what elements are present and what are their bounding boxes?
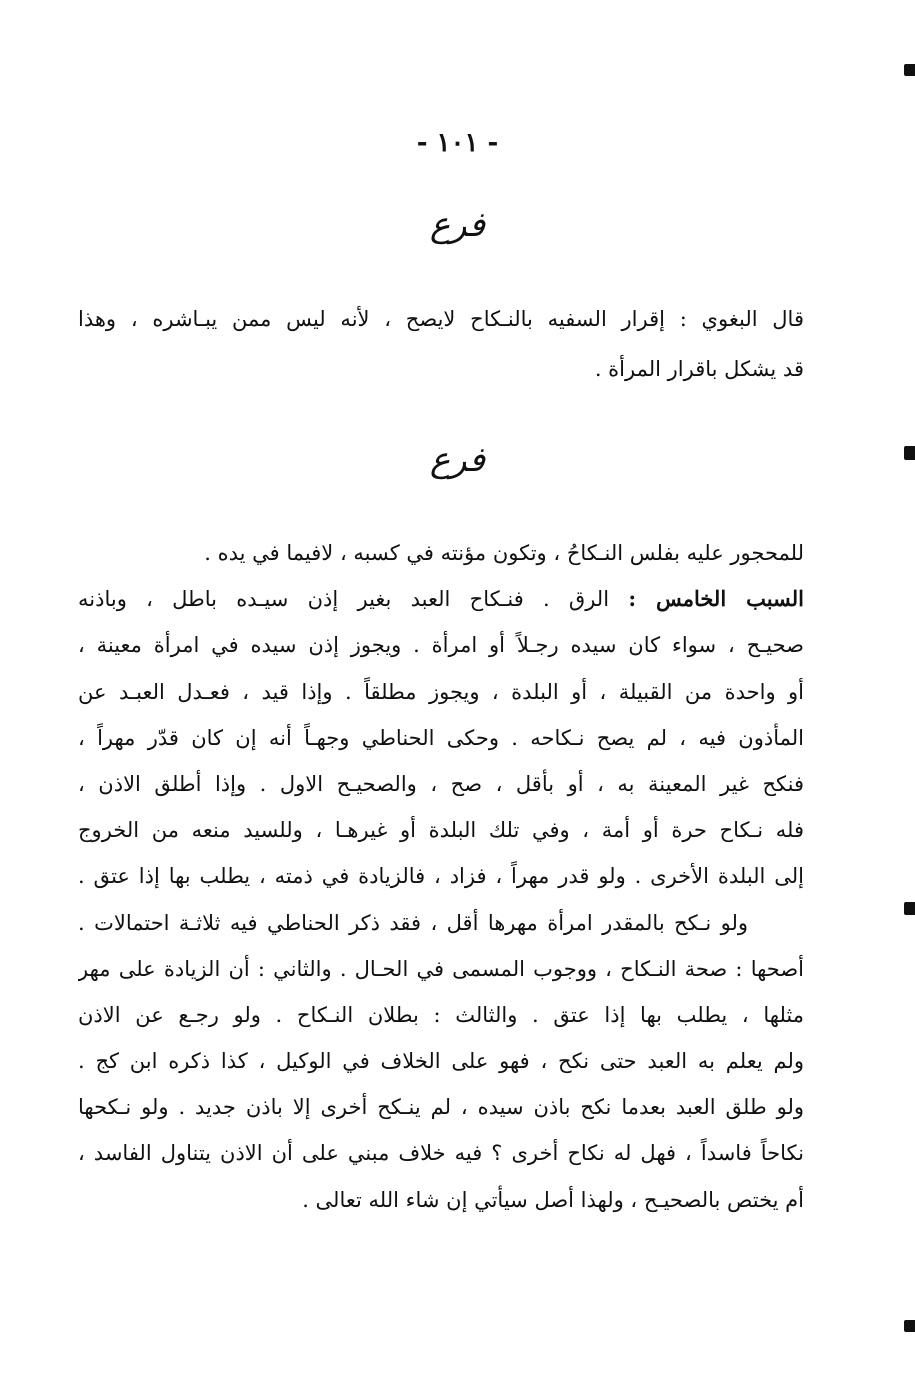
- text-line: أم يختص بالصحيـح ، ولهذا أصل سيأتي إن شاء الله تعالى .: [302, 1187, 804, 1212]
- text-line-body: الرق . فنـكاح العبد بغير إذن سيـده باطل ، وباذنه: [78, 587, 610, 612]
- text-line: أصحها : صحة النـكاح ، ووجوب المسمى في الحـال . والثاني : أن الزيادة على مهر: [78, 956, 804, 981]
- text-line: إلى البلدة الأخرى . ولو قدر مهراً ، فزاد ، فالزيادة في ذمته ، يطلب بها إذا عتق .: [78, 864, 804, 889]
- scan-edge-mark: [904, 446, 915, 460]
- text-line: للمحجور عليه بفلس النـكاحُ ، وتكون مؤنته في كسبه ، لافيما في يده .: [204, 541, 804, 565]
- page-number: - ١٠١ -: [416, 128, 499, 158]
- lead-term: السبب الخامس :: [628, 586, 804, 612]
- text-line: [78, 576, 804, 622]
- paragraph: [78, 294, 804, 394]
- text-line: صحيـح ، سواء كان سيده رجـلاً أو امرأة . ويجوز إذن سيده في امرأة معينة ،: [78, 633, 804, 658]
- text-line: ولم يعلم به العبد حتى نكح ، فهو على الخلاف في الوكيل ، كذا ذكره ابن كج .: [78, 1049, 804, 1074]
- text-line: ولو نـكح بالمقدر امرأة مهرها أقل ، فقد ذكر الحناطي فيه ثلاثـة احتمالات .: [78, 910, 748, 935]
- text-line: قد يشكل باقرار المرأة .: [594, 357, 804, 381]
- text-line: ولو طلق العبد بعدما نكح باذن سيده ، لم ينـكح أخرى إلا باذن جديد . ولو نـكحها: [78, 1095, 804, 1120]
- text-line: نكاحاً فاسداً ، فهل له نكاح أخرى ؟ فيه خلاف مبني على أن الاذن يتناول الفاسد ،: [78, 1141, 804, 1166]
- text-line: أو واحدة من القبيلة ، أو البلدة ، ويجوز مطلقاً . وإذا قيد ، فعـدل العبـد عن: [78, 679, 804, 704]
- scan-edge-mark: [904, 902, 915, 915]
- text-line: المأذون فيه ، لم يصح نـكاحه . وحكى الحناطي وجهـاً أنه إن كان قدّر مهراً ،: [78, 725, 804, 750]
- section-heading: فرع: [429, 440, 486, 480]
- text-line: فنكح غير المعينة به ، أو بأقل ، صح ، والصحيـح الاول . وإذا أطلق الاذن ،: [78, 771, 804, 796]
- scan-edge-mark: [904, 1320, 915, 1332]
- text-line: قال البغوي : إقرار السفيه بالنـكاح لايصح ، لأنه ليس ممن يبـاشره ، وهذا: [78, 307, 804, 331]
- text-line: فله نـكاح حرة أو أمة ، وفي تلك البلدة أو غيرهـا ، وللسيد منعه من الخروج: [78, 818, 804, 843]
- paragraph: [78, 530, 804, 1223]
- section-heading: فرع: [429, 205, 486, 245]
- text-line: مثلها ، يطلب بها إذا عتق . والثالث : بطلان النـكاح . ولو رجـع عن الاذن: [78, 1002, 804, 1027]
- scan-edge-mark: [904, 64, 915, 76]
